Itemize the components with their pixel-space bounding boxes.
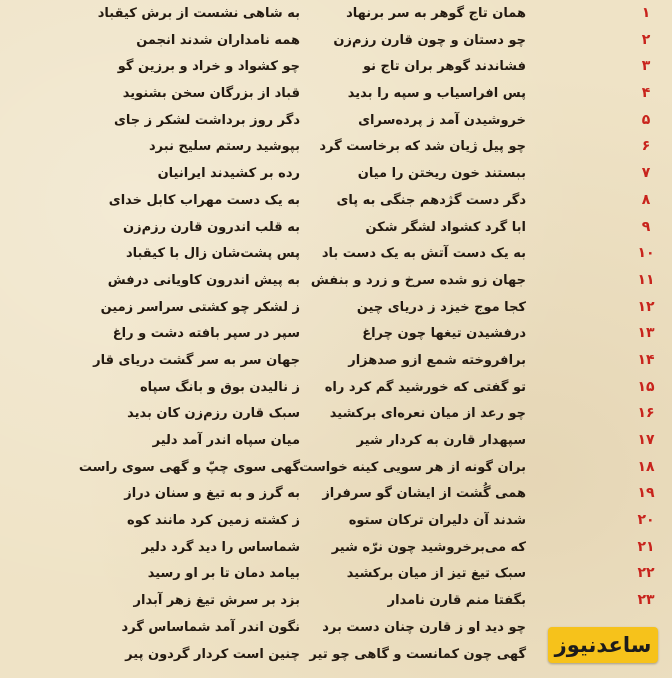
verse-first-hemistich: به پیش اندرون کاویانی درفش — [107, 272, 300, 288]
verse-second-hemistich: شدند آن دلیران ترکان ستوه — [348, 513, 526, 529]
verse-first-hemistich: به گرز و به تیغ و سنان دراز — [124, 486, 300, 502]
verse-row — [0, 135, 672, 162]
verse-second-hemistich: ابا گرد کشواد لشگر شکن — [365, 219, 526, 235]
poem-table — [0, 2, 672, 669]
verse-second-hemistich: بران گونه از هر سویی کینه خواست — [299, 459, 526, 475]
verse-first-hemistich: ز کشته زمین کرد مانند کوه — [127, 513, 300, 529]
verse-first-hemistich: چو کشواد و خراد و برزین گو — [117, 59, 300, 75]
verse-second-hemistich: دگر دست گژدهم جنگی به پای — [336, 192, 526, 208]
verse-first-hemistich: بیامد دمان تا بر او رسید — [147, 566, 300, 582]
verse-row — [0, 482, 672, 509]
verse-second-hemistich: تو گفتی که خورشید گم کرد راه — [324, 379, 526, 395]
verse-row — [0, 29, 672, 56]
verse-number: ۱۴ — [637, 351, 655, 368]
verse-number: ۲۱ — [637, 538, 655, 555]
verse-number: ۷ — [641, 165, 651, 182]
verse-number: ۱۱ — [637, 271, 655, 288]
verse-number: ۱۵ — [637, 378, 655, 395]
verse-second-hemistich: چو دید او ز قارن چنان دست برد — [322, 619, 526, 635]
verse-number: ۱۹ — [637, 485, 655, 502]
verse-second-hemistich: سبک تیغ تیز از میان برکشید — [346, 566, 526, 582]
verse-row — [0, 322, 672, 349]
verse-number: ۱۳ — [637, 325, 655, 342]
verse-number: ۲۲ — [637, 565, 655, 582]
verse-number: ۱۸ — [637, 458, 655, 475]
verse-first-hemistich: به قلب اندرون قارن رزم‌زن — [122, 219, 300, 235]
verse-number: ۱۰ — [637, 245, 655, 262]
verse-row — [0, 2, 672, 29]
verse-number: ۲ — [641, 31, 651, 48]
verse-second-hemistich: جهان زو شده سرخ و زرد و بنفش — [310, 272, 526, 288]
verse-number: ۹ — [641, 218, 651, 235]
verse-second-hemistich: که می‌برخروشید چون نرّه شیر — [331, 539, 526, 555]
verse-second-hemistich: همی گُشت از ایشان گو سرفراز — [322, 486, 526, 502]
verse-first-hemistich: سبک قارن رزم‌زن کان بدید — [127, 406, 300, 422]
verse-row — [0, 456, 672, 483]
verse-first-hemistich: شماساس را دید گرد دلیر — [141, 539, 300, 555]
verse-first-hemistich: به شاهی نشست از برش کیقباد — [97, 6, 300, 21]
verse-first-hemistich: دگر روز برداشت لشکر ز جای — [113, 112, 300, 128]
verse-row — [0, 242, 672, 269]
verse-number: ۱۲ — [637, 298, 655, 315]
verse-row — [0, 82, 672, 109]
verse-first-hemistich: سپر در سپر بافته دشت و راغ — [112, 326, 300, 342]
verse-first-hemistich: ز نالیدن بوق و بانگ سپاه — [139, 379, 300, 395]
verse-row — [0, 402, 672, 429]
verse-second-hemistich: به یک دست آتش به یک دست باد — [321, 246, 526, 262]
verse-row — [0, 189, 672, 216]
verse-first-hemistich: ز لشکر چو کشتی سراسر زمین — [100, 299, 300, 315]
verse-number: ۱۷ — [637, 432, 655, 448]
verse-number: ۲۰ — [637, 512, 655, 529]
verse-second-hemistich: خروشیدن آمد ز پرده‌سرای — [358, 112, 526, 128]
verse-second-hemistich: سپهدار قارن به کردار شیر — [356, 433, 526, 448]
verse-second-hemistich: برافروخته شمع ازو صدهزار — [348, 352, 526, 368]
verse-first-hemistich: قباد از بزرگان سخن بشنوید — [122, 86, 300, 102]
site-logo: ساعدنیوز — [548, 627, 658, 663]
verse-number: ۱۶ — [637, 405, 655, 422]
verse-second-hemistich: درفشیدن تیغها چون چراغ — [362, 326, 526, 342]
verse-first-hemistich: جهان سر به سر گشت دریای قار — [93, 352, 300, 368]
verse-first-hemistich: چنین است کردار گردون پیر — [125, 646, 300, 662]
verse-number: ۳ — [641, 58, 651, 75]
verse-second-hemistich: چو پیل ژیان شد که برخاست گرد — [319, 139, 526, 155]
verse-second-hemistich: چو دستان و چون قارن رزم‌زن — [333, 32, 526, 48]
verse-row — [0, 55, 672, 82]
verse-row — [0, 536, 672, 563]
verse-first-hemistich: نگون اندر آمد شماساس گرد — [121, 619, 300, 635]
verse-second-hemistich: همان تاج گوهر به سر برنهاد — [346, 6, 526, 21]
verse-second-hemistich: فشاندند گوهر بران تاج نو — [362, 59, 526, 75]
verse-first-hemistich: میان سپاه اندر آمد دلیر — [152, 433, 300, 448]
verse-row — [0, 429, 672, 456]
verse-row — [0, 509, 672, 536]
verse-first-hemistich: رده بر کشیدند ایرانیان — [157, 166, 300, 182]
verse-first-hemistich: بپوشید رستم سلیح نبرد — [149, 139, 300, 155]
verse-row — [0, 349, 672, 376]
verse-number: ۶ — [641, 138, 651, 155]
verse-number: ۴ — [641, 85, 651, 102]
verse-first-hemistich: پس پشت‌شان زال با کیقباد — [125, 246, 300, 262]
verse-second-hemistich: ببستند خون ریختن را میان — [357, 166, 526, 182]
verse-row — [0, 269, 672, 296]
verse-row — [0, 109, 672, 136]
verse-second-hemistich: بگفتا منم قارن نامدار — [387, 593, 526, 609]
verse-row — [0, 216, 672, 243]
verse-number: ۲۳ — [637, 592, 655, 609]
verse-number: ۱ — [641, 5, 651, 21]
verse-row — [0, 562, 672, 589]
verse-row — [0, 296, 672, 323]
verse-second-hemistich: کجا موج خیزد ز دریای چین — [356, 299, 526, 315]
verse-row — [0, 589, 672, 616]
verse-first-hemistich: گهی سوی چپّ و گهی سوی راست — [78, 459, 300, 475]
verse-second-hemistich: چو رعد از میان نعره‌ای برکشید — [329, 406, 526, 422]
verse-number: ۵ — [641, 111, 651, 128]
verse-row — [0, 162, 672, 189]
verse-second-hemistich: گهی چون کمانست و گاهی چو تیر — [309, 646, 526, 662]
verse-row — [0, 376, 672, 403]
verse-first-hemistich: به یک دست مهراب کابل خدای — [108, 192, 300, 208]
verse-second-hemistich: پس افراسیاب و سپه را بدید — [347, 86, 526, 102]
verse-number: ۸ — [641, 191, 651, 208]
verse-first-hemistich: همه نامداران شدند انجمن — [136, 32, 300, 48]
verse-first-hemistich: بزد بر سرش تیغ زهر آبدار — [133, 593, 300, 609]
